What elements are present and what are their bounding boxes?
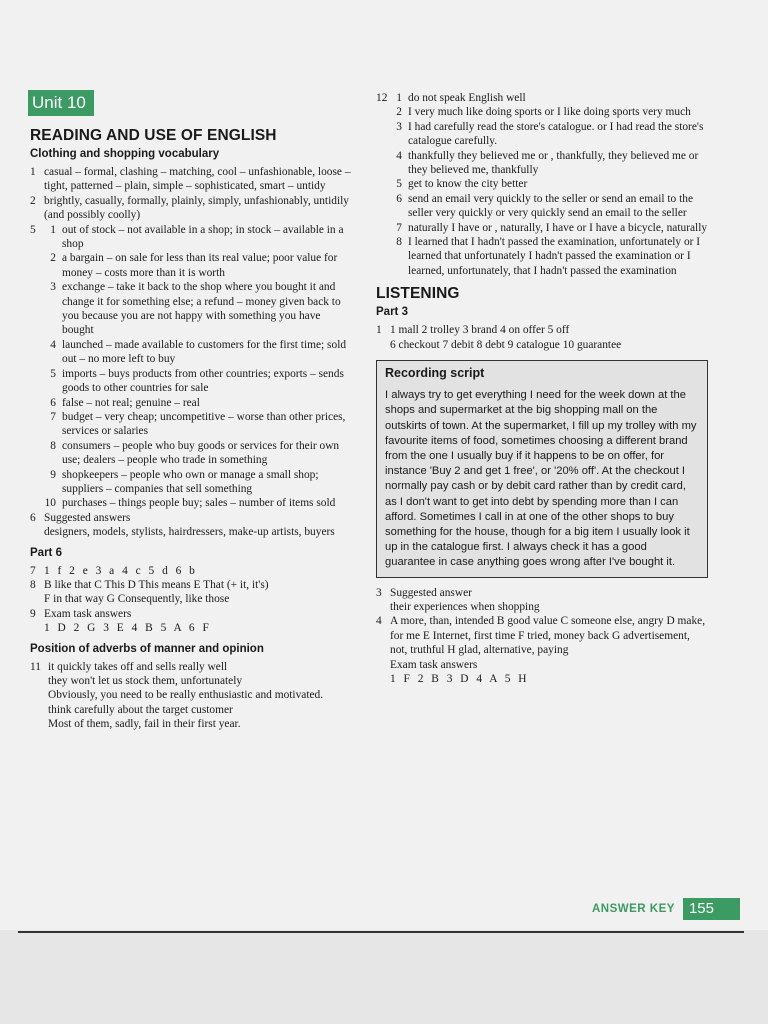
page-number: 155 xyxy=(683,898,740,920)
answer-item xyxy=(30,607,352,621)
item-text: get to know the city better xyxy=(408,178,528,191)
answer-item xyxy=(30,223,352,252)
page-footer xyxy=(592,898,740,920)
answer-item xyxy=(30,564,352,578)
answer-item xyxy=(376,149,708,178)
item-subnumber: 7 xyxy=(50,410,56,423)
item-text: purchases – things people buy; sales – number of items sold xyxy=(62,497,336,510)
item-text: 1 F 2 B 3 D 4 A 5 H xyxy=(390,672,527,685)
item-text: a bargain – on sale for less than its real value; poor value for money – costs more than it is worth xyxy=(62,252,338,279)
q12-list xyxy=(376,91,708,278)
answer-item xyxy=(30,194,352,223)
answer-item xyxy=(376,586,708,600)
answer-item xyxy=(30,367,352,396)
answer-item xyxy=(30,280,352,338)
item-number: 6 xyxy=(30,511,36,524)
item-number xyxy=(30,280,42,338)
recording-script-title: Recording script xyxy=(385,366,485,381)
answer-item xyxy=(30,165,352,194)
item-number xyxy=(30,468,42,497)
item-text: I very much like doing sports or I like doing sports very much xyxy=(408,106,691,119)
item-text: Most of them, sadly, fail in their first year. xyxy=(48,718,241,731)
item-number xyxy=(376,192,388,221)
answer-item xyxy=(30,511,352,525)
item-text: 1 mall 2 trolley 3 brand 4 on offer 5 off xyxy=(390,324,570,337)
item-text: shopkeepers – people who own or manage a small shop; suppliers – companies that sell something xyxy=(62,468,319,495)
item-number xyxy=(30,439,42,468)
answer-item xyxy=(376,235,708,278)
item-number: 4 xyxy=(376,615,382,628)
adverbs-title: Position of adverbs of manner and opinion xyxy=(30,642,264,655)
item-subnumber: 2 xyxy=(50,252,56,265)
item-text: F in that way G Consequently, like those xyxy=(44,593,230,606)
item-text: 1 D 2 G 3 E 4 B 5 A 6 F xyxy=(44,622,209,635)
item-text: imports – buys products from other countries; exports – sends goods to other countries for sale xyxy=(62,367,344,395)
item-subnumber: 1 xyxy=(50,223,56,236)
answer-item xyxy=(30,396,352,410)
item-number: 11 xyxy=(30,660,41,673)
item-subnumber: 10 xyxy=(44,497,56,510)
item-text: 6 checkout 7 debit 8 debt 9 catalogue 10 guarantee xyxy=(390,338,622,351)
item-subnumber: 9 xyxy=(50,468,56,481)
page-bottom-shade xyxy=(0,930,768,1024)
answer-item xyxy=(30,338,352,367)
answer-item xyxy=(376,91,708,105)
item-text: I had carefully read the store's catalogue. or I had read the store's catalogue carefully. xyxy=(408,120,704,148)
item-number: 9 xyxy=(30,607,36,620)
item-number xyxy=(376,120,388,149)
item-subnumber: 6 xyxy=(396,192,402,205)
item-number: 7 xyxy=(30,564,36,577)
answer-item xyxy=(30,578,352,592)
item-text: think carefully about the target customer xyxy=(48,703,233,716)
item-number: 3 xyxy=(376,586,382,599)
item-text: 1 f 2 e 3 a 4 c 5 d 6 b xyxy=(44,564,195,577)
answer-item xyxy=(376,177,708,191)
answer-item xyxy=(376,221,708,235)
section-title-reading: READING AND USE OF ENGLISH xyxy=(30,127,277,144)
answer-item xyxy=(376,120,708,149)
right-column xyxy=(376,91,708,686)
item-text: their experiences when shopping xyxy=(390,600,540,613)
item-subnumber: 3 xyxy=(396,120,402,133)
answer-item xyxy=(376,323,708,337)
item-number xyxy=(30,251,42,280)
item-number xyxy=(376,221,388,235)
item-number xyxy=(30,338,42,367)
answer-item xyxy=(376,614,708,657)
item-number xyxy=(30,396,42,410)
item-subnumber: 4 xyxy=(50,338,56,351)
item-number xyxy=(30,367,42,396)
item-text: naturally I have or , naturally, I have or I have a bicycle, naturally xyxy=(408,221,708,234)
item-text: Suggested answer xyxy=(390,586,472,599)
item-text: B like that C This D This means E That (+ it, it's) xyxy=(44,578,269,591)
section-title-listening: LISTENING xyxy=(376,285,460,303)
item-text: casual – formal, clashing – matching, cool – unfashionable, loose – tight, patterned – plain, simple – sophisticated, smart – untidy xyxy=(44,166,351,193)
item-number xyxy=(30,496,42,510)
item-subnumber: 6 xyxy=(50,396,56,409)
answer-item xyxy=(30,468,352,497)
item-text: Suggested answers xyxy=(44,511,131,524)
item-text: do not speak English well xyxy=(408,92,526,104)
recording-script-text: I always try to get everything I need for the week down at the shops and supermarket at the big shopping mall on the outskirts of town. At the supermarket, I fill up my trolley with my favourite items of food, sometimes choosing a different brand from the one I usually buy if it happens to be on offer, for instance 'Buy 2 and get 1 free', or '20% off'. At the checkout I normally pay cash or by debit card rather than by credit card, as I don't want to get into debt by spending more than I can afford. Sometimes I call in at one of the other shops to buy something for the house, though for a big item I usually look it up in the catalogue first. I always check it has a good guarantee in case anything goes wrong after I've bought it. xyxy=(385,389,697,569)
item-text: designers, models, stylists, hairdressers, make-up artists, buyers xyxy=(44,526,335,539)
item-text: Exam task answers xyxy=(390,658,478,671)
item-text: A more, than, intended B good value C someone else, angry D make, for me E Internet, first time F tried, money back G advertisement, not, truthful H glad, alternative, paying xyxy=(390,615,706,657)
item-text: Exam task answers xyxy=(44,607,132,620)
item-number xyxy=(376,177,388,191)
item-text: send an email very quickly to the seller or send an email to the seller very quickly or very quickly send an email to the seller xyxy=(408,192,693,220)
item-text: Obviously, you need to be really enthusiastic and motivated. xyxy=(48,689,324,702)
vocab-title: Clothing and shopping vocabulary xyxy=(30,148,220,160)
answer-item xyxy=(30,410,352,439)
answer-item xyxy=(30,251,352,280)
item-text: out of stock – not available in a shop; in stock – available in a shop xyxy=(62,223,344,251)
item-number: 1 xyxy=(30,166,36,178)
item-text: brightly, casually, formally, plainly, simply, unfashionably, untidily (and possibly coolly) xyxy=(44,194,349,222)
item-subnumber: 5 xyxy=(50,367,56,380)
item-subnumber: 8 xyxy=(50,439,56,452)
item-number xyxy=(376,235,388,278)
answer-item xyxy=(30,439,352,468)
item-subnumber: 5 xyxy=(396,178,402,191)
answer-key-label: ANSWER KEY xyxy=(592,903,675,915)
part6-title: Part 6 xyxy=(30,546,62,559)
part3-title: Part 3 xyxy=(376,306,408,319)
item-subnumber: 7 xyxy=(396,221,402,234)
item-number: 5 xyxy=(30,223,36,236)
item-subnumber: 3 xyxy=(50,281,56,294)
item-number xyxy=(30,410,42,439)
item-text: consumers – people who buy goods or services for their own use; dealers – people who trade in something xyxy=(62,439,340,467)
item-text: exchange – take it back to the shop where you bought it and change it for something else; a refund – money given back to you because you are not happy with something you have bought xyxy=(62,281,341,337)
item-subnumber: 8 xyxy=(396,236,402,249)
left-column xyxy=(30,90,352,732)
item-subnumber: 4 xyxy=(396,149,402,162)
item-text: budget – very cheap; uncompetitive – worse than other prices, services or salaries xyxy=(62,410,346,438)
answer-item xyxy=(30,660,352,674)
item-subnumber: 1 xyxy=(396,92,402,104)
answer-item xyxy=(376,105,708,119)
answer-item xyxy=(30,496,352,510)
item-text: false – not real; genuine – real xyxy=(62,396,200,409)
item-number xyxy=(376,105,388,119)
recording-script-box xyxy=(376,360,708,577)
item-number xyxy=(376,149,388,178)
item-text: thankfully they believed me or , thankfully, they believed me or they believed me, thankfully xyxy=(408,149,699,177)
item-number: 12 xyxy=(376,92,388,104)
item-number: 1 xyxy=(376,324,382,337)
item-subnumber: 2 xyxy=(396,106,402,119)
item-text: I learned that I hadn't passed the examination, unfortunately or I learned that unfortunately I hadn't passed the examination or I learned, unfortunately, that I hadn't passed the examination xyxy=(408,236,701,277)
item-text: they won't let us stock them, unfortunately xyxy=(48,675,243,687)
q5-list xyxy=(30,223,352,511)
item-text: launched – made available to customers for the first time; sold out – no more left to buy xyxy=(62,338,347,366)
item-text: it quickly takes off and sells really well xyxy=(48,660,228,673)
footer-rule xyxy=(18,931,744,933)
unit-badge: Unit 10 xyxy=(28,90,94,116)
item-number: 2 xyxy=(30,194,36,207)
answer-item xyxy=(376,192,708,221)
item-number: 8 xyxy=(30,578,36,591)
